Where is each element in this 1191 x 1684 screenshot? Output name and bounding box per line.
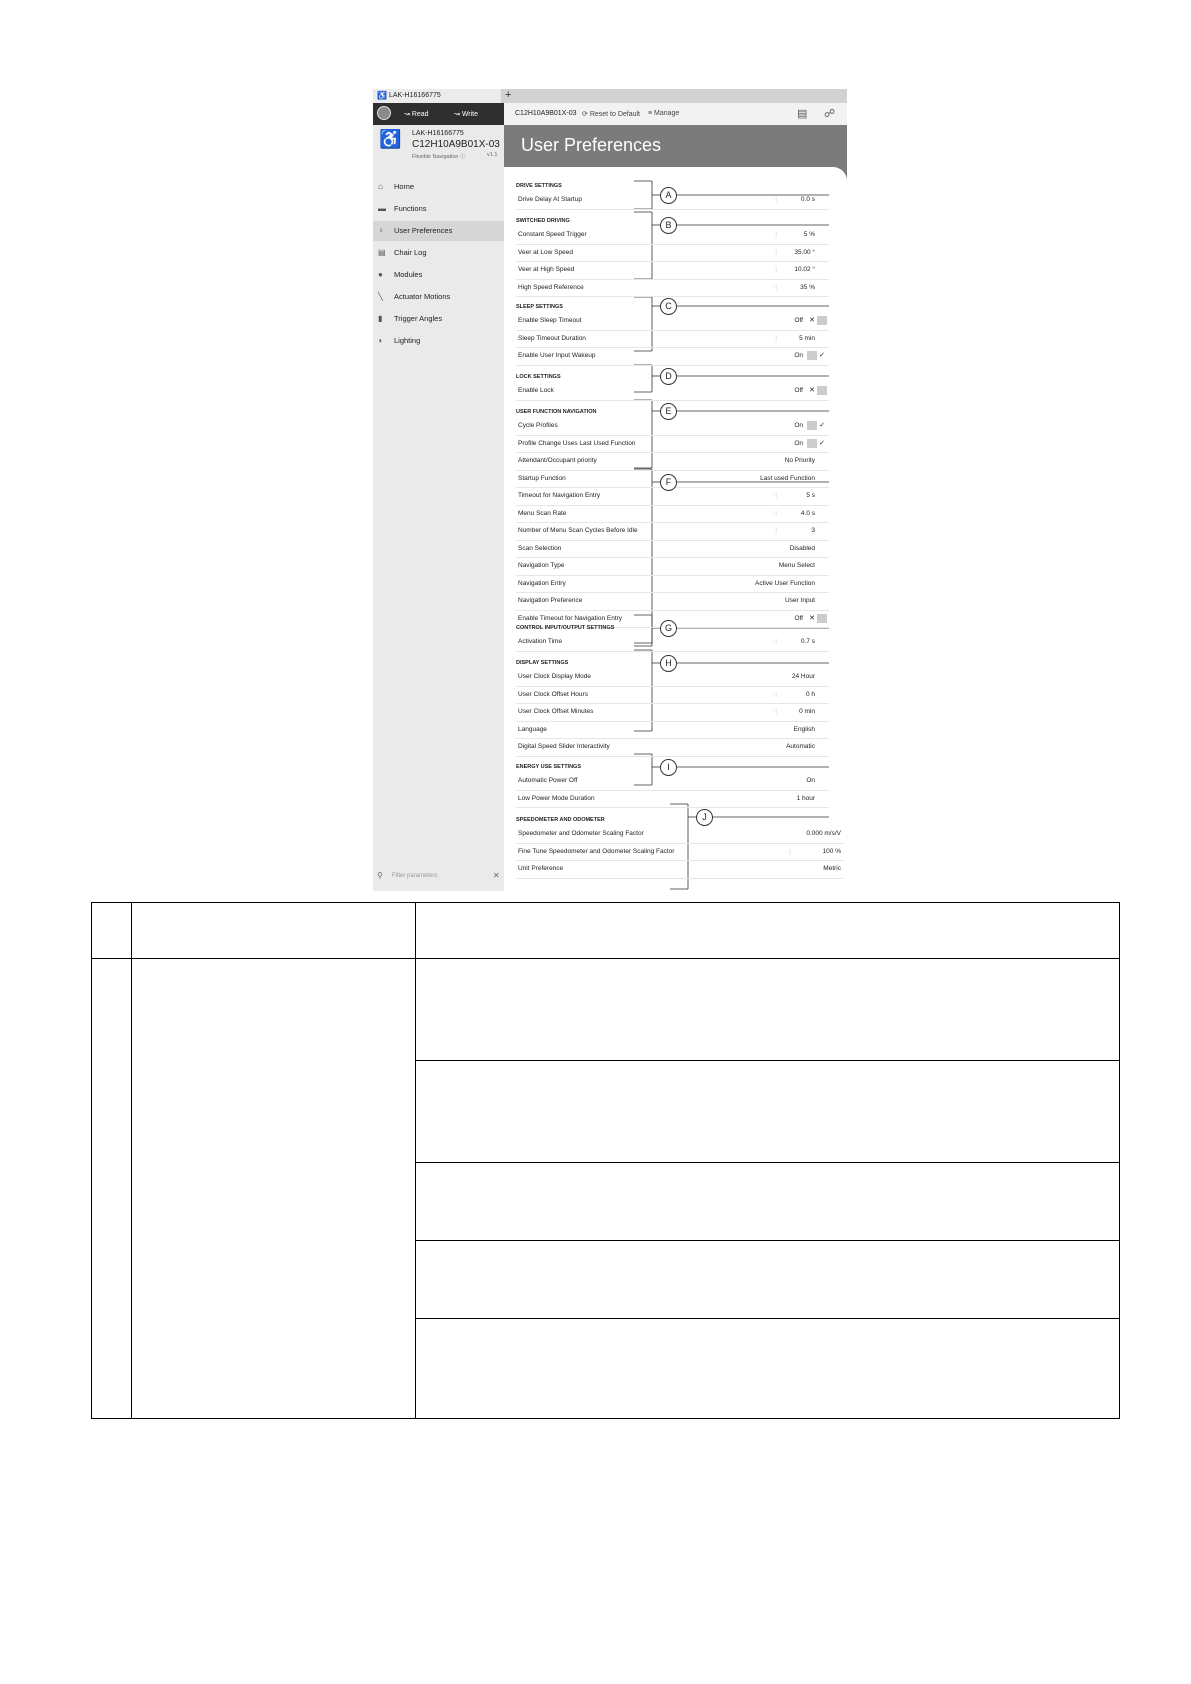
callout-g: G xyxy=(660,620,677,637)
sidebar-item-label: User Preferences xyxy=(394,226,453,235)
cross-icon: ✕ xyxy=(807,614,817,623)
sidebar-item-actuator-motions[interactable] xyxy=(373,287,504,307)
toggle-switch[interactable] xyxy=(807,316,827,325)
toggle-switch[interactable] xyxy=(807,351,827,360)
setting-row[interactable] xyxy=(516,721,829,740)
legend-description-cell xyxy=(415,959,1119,1061)
check-icon: ✓ xyxy=(817,351,827,360)
setting-label: Timeout for Navigation Entry xyxy=(518,492,601,499)
section-title-speedo: SPEEDOMETER AND ODOMETER xyxy=(516,817,605,823)
tab-bar xyxy=(373,89,847,103)
setting-row[interactable] xyxy=(516,825,843,844)
setting-label: Digital Speed Slider Interactivity xyxy=(518,743,610,750)
actuator-icon: ╲ xyxy=(378,292,383,301)
stepper-divider-icon[interactable]: · | xyxy=(771,638,777,645)
setting-row[interactable] xyxy=(516,860,843,879)
search-icon: ⚲ xyxy=(377,871,383,880)
save-file-icon[interactable]: ▤ xyxy=(797,108,808,120)
stepper-divider-icon[interactable]: · | xyxy=(771,527,777,534)
toggle-state: On xyxy=(794,439,803,447)
setting-label: Fine Tune Speedometer and Odometer Scaling Factor xyxy=(518,847,675,855)
setting-value-select[interactable]: 0.000 m/s/V xyxy=(806,830,841,837)
setting-row[interactable] xyxy=(516,330,829,349)
new-tab-button[interactable]: + xyxy=(505,89,512,101)
callout-d: D xyxy=(660,368,677,385)
setting-value-input[interactable]: 35 % xyxy=(800,283,815,291)
setting-row[interactable] xyxy=(516,557,829,576)
sidebar-item-label: Home xyxy=(394,182,415,191)
setting-value-input[interactable]: 4.0 s xyxy=(800,509,815,517)
connect-icon[interactable]: ☍ xyxy=(824,108,836,120)
callout-e: E xyxy=(660,403,677,420)
toggle-switch[interactable] xyxy=(807,614,827,623)
setting-label: Speedometer and Odometer Scaling Factor xyxy=(518,830,644,837)
section-title-lock: LOCK SETTINGS xyxy=(516,374,561,380)
write-label: Write xyxy=(461,111,479,118)
sidebar-item-user-preferences[interactable] xyxy=(373,221,504,241)
setting-label: Language xyxy=(518,725,547,733)
setting-row[interactable] xyxy=(516,417,829,436)
stepper-divider-icon[interactable]: · | xyxy=(771,708,777,715)
callout-b: B xyxy=(660,217,677,234)
setting-row[interactable] xyxy=(516,790,829,809)
setting-label: Navigation Preference xyxy=(518,597,583,604)
setting-value-select[interactable]: 1 hour xyxy=(796,794,815,802)
setting-label: Enable Timeout for Navigation Entry xyxy=(518,614,623,622)
home-icon: ⌂ xyxy=(378,182,383,191)
section-title-drive: DRIVE SETTINGS xyxy=(516,183,562,189)
setting-value-input[interactable]: 5 % xyxy=(803,231,815,238)
read-write-toolbar xyxy=(373,103,504,125)
sidebar-item-label: Chair Log xyxy=(394,248,427,257)
legend-name-cell xyxy=(131,959,415,1419)
setting-value-select[interactable]: Metric xyxy=(823,865,841,872)
legend-header-name xyxy=(131,903,415,959)
setting-label: Veer at High Speed xyxy=(518,266,575,273)
sidebar-item-chair-log[interactable] xyxy=(373,243,504,263)
toggle-switch[interactable] xyxy=(807,439,827,448)
page-header xyxy=(504,125,847,167)
sidebar-item-label: Functions xyxy=(394,204,427,213)
device-info xyxy=(373,125,504,167)
chair-icon: ♿ xyxy=(377,91,387,100)
setting-label: Unit Preference xyxy=(518,865,564,872)
setting-value-input[interactable]: 100 % xyxy=(822,847,841,855)
setting-label: User Clock Offset Hours xyxy=(518,690,588,698)
setting-value-select[interactable]: English xyxy=(793,725,815,733)
setting-label: Enable Lock xyxy=(518,387,554,394)
content-area xyxy=(504,167,847,891)
toggle-state: Off xyxy=(794,387,803,394)
setting-value-input[interactable]: 10.02 ° xyxy=(794,266,815,273)
setting-label: Automatic Power Off xyxy=(518,777,578,784)
sidebar-item-label: Lighting xyxy=(394,336,421,345)
cross-icon: ✕ xyxy=(807,386,817,395)
setting-value-input[interactable]: 3 xyxy=(811,527,815,534)
setting-value-select[interactable]: Active User Function xyxy=(755,579,815,587)
sidebar-item-label: Trigger Angles xyxy=(394,314,443,323)
setting-value-select[interactable]: On xyxy=(806,777,815,784)
setting-value-input[interactable]: 5 min xyxy=(799,334,815,342)
toggle-switch[interactable] xyxy=(807,386,827,395)
sidebar xyxy=(373,125,504,891)
setting-row[interactable] xyxy=(516,686,829,705)
section-title-switched: SWITCHED DRIVING xyxy=(516,218,570,224)
user-icon: ♀ xyxy=(378,226,384,235)
setting-label: Startup Function xyxy=(518,474,566,482)
legend-description-cell xyxy=(415,1319,1119,1419)
setting-label: Number of Menu Scan Cycles Before Idle xyxy=(518,527,638,534)
setting-value-select[interactable]: Disabled xyxy=(789,544,815,552)
manage-label: Manage xyxy=(654,110,680,117)
legend-header-description xyxy=(415,903,1119,959)
toggle-switch[interactable] xyxy=(807,421,827,430)
trigger-icon: ▮ xyxy=(378,314,383,323)
callout-a: A xyxy=(660,187,677,204)
sidebar-item-label: Modules xyxy=(394,270,423,279)
app-screenshot xyxy=(373,89,847,891)
setting-row[interactable] xyxy=(516,382,829,401)
check-icon: ✓ xyxy=(817,439,827,448)
callout-f: F xyxy=(660,474,677,491)
wheelchair-icon: ♿ xyxy=(379,129,402,149)
setting-value-select[interactable]: Menu Select xyxy=(778,562,815,569)
sidebar-item-label: Actuator Motions xyxy=(394,292,451,301)
callout-c: C xyxy=(660,298,677,315)
setting-row[interactable] xyxy=(516,244,829,263)
setting-value-select[interactable]: Automatic xyxy=(786,743,815,750)
setting-label: Low Power Mode Duration xyxy=(518,794,595,802)
stepper-divider-icon[interactable]: · | xyxy=(771,266,777,273)
legend-header-key xyxy=(92,903,132,959)
setting-value-input[interactable]: 35.00 ° xyxy=(794,248,815,256)
filter-input[interactable]: Filter parameters xyxy=(392,873,438,879)
setting-row[interactable] xyxy=(516,738,829,757)
cross-icon: ✕ xyxy=(807,316,817,325)
stepper-divider-icon[interactable]: · | xyxy=(771,509,777,517)
clear-filter-icon[interactable]: ✕ xyxy=(493,871,500,880)
setting-value-select[interactable]: No Priority xyxy=(784,457,815,464)
section-title-sleep: SLEEP SETTINGS xyxy=(516,304,563,310)
stepper-divider-icon[interactable]: · | xyxy=(771,492,777,499)
setting-value-input[interactable]: 5 s xyxy=(806,492,815,499)
stepper-divider-icon[interactable]: · | xyxy=(771,283,777,291)
setting-row[interactable] xyxy=(516,575,829,594)
reset-to-default-button[interactable]: ⟳ Reset to Default xyxy=(582,111,641,118)
setting-row[interactable] xyxy=(516,505,829,524)
tab-title: LAK-H16166775 xyxy=(389,92,441,99)
setting-row[interactable] xyxy=(516,540,829,559)
sidebar-item-trigger-angles[interactable] xyxy=(373,309,504,329)
section-title-ufn: USER FUNCTION NAVIGATION xyxy=(516,409,597,415)
setting-value-input[interactable]: 0.7 s xyxy=(800,638,815,645)
stepper-divider-icon[interactable]: · | xyxy=(771,231,777,238)
setting-row[interactable] xyxy=(516,592,829,611)
filter-parameters[interactable] xyxy=(373,867,504,885)
setting-label: Veer at Low Speed xyxy=(518,248,573,256)
setting-row[interactable] xyxy=(516,347,829,366)
setting-label: User Clock Display Mode xyxy=(518,673,591,680)
stepper-divider-icon[interactable]: · | xyxy=(771,334,777,342)
setting-row[interactable] xyxy=(516,279,829,298)
top-toolbar xyxy=(373,103,847,125)
setting-label: Navigation Type xyxy=(518,562,565,569)
functions-icon: ▬ xyxy=(378,204,386,213)
setting-row[interactable] xyxy=(516,522,829,541)
callout-h: H xyxy=(660,655,677,672)
callout-i: I xyxy=(660,759,677,776)
sidebar-item-modules[interactable] xyxy=(373,265,504,285)
page-title: User Preferences xyxy=(521,135,662,155)
setting-label: Enable Sleep Timeout xyxy=(518,317,582,324)
setting-row[interactable] xyxy=(516,312,829,331)
check-icon: ✓ xyxy=(817,421,827,430)
stepper-divider-icon[interactable]: · | xyxy=(771,196,777,203)
setting-label: Navigation Entry xyxy=(518,579,566,587)
setting-row[interactable] xyxy=(516,452,829,471)
toggle-state: On xyxy=(794,422,803,429)
setting-label: User Clock Offset Minutes xyxy=(518,708,594,715)
setting-label: Menu Scan Rate xyxy=(518,509,567,517)
log-icon: ▤ xyxy=(378,248,386,257)
sidebar-item-lighting[interactable] xyxy=(373,331,504,351)
setting-value-input[interactable]: 0 min xyxy=(799,708,815,715)
setting-label: Profile Change Uses Last Used Function xyxy=(518,439,636,447)
stepper-divider-icon[interactable]: · | xyxy=(771,248,777,256)
modules-icon: ● xyxy=(378,270,383,279)
device-profile[interactable]: Flexible Navigation ⓘ xyxy=(412,154,466,160)
legend-description-cell xyxy=(415,1061,1119,1163)
setting-label: Enable User Input Wakeup xyxy=(518,352,596,359)
toggle-state: Off xyxy=(794,614,803,622)
legend-table xyxy=(91,902,1120,1419)
setting-value-input[interactable]: 0 h xyxy=(805,690,815,698)
manage-button[interactable]: ≡ Manage xyxy=(648,110,680,117)
brand-logo-icon[interactable] xyxy=(377,106,391,120)
section-title-display: DISPLAY SETTINGS xyxy=(516,660,569,666)
setting-label: Scan Selection xyxy=(518,544,562,552)
setting-label: Cycle Profiles xyxy=(518,422,558,429)
setting-row[interactable] xyxy=(516,435,829,454)
sidebar-item-functions[interactable] xyxy=(373,199,504,219)
setting-value-select[interactable]: 24 Hour xyxy=(791,673,815,680)
toggle-state: On xyxy=(794,352,803,359)
section-title-energy: ENERGY USE SETTINGS xyxy=(516,764,581,770)
device-serial: C12H10A9B01X-03 xyxy=(412,139,500,150)
read-label: Read xyxy=(411,111,429,118)
sidebar-item-home[interactable] xyxy=(373,177,504,197)
setting-label: High Speed Reference xyxy=(518,283,584,291)
device-tab[interactable] xyxy=(373,89,501,103)
device-name: LAK-H16166775 xyxy=(412,130,464,137)
toolbar-serial: C12H10A9B01X-03 xyxy=(515,110,577,117)
legend-key-cell xyxy=(92,959,132,1419)
setting-value-input[interactable]: 0.0 s xyxy=(800,196,815,203)
lighting-icon: ◗ xyxy=(378,336,383,345)
toggle-state: Off xyxy=(794,317,803,324)
setting-value-select[interactable]: Last used Function xyxy=(760,474,815,482)
callout-j: J xyxy=(696,809,713,826)
write-button[interactable]: ↝ Write xyxy=(454,111,479,118)
setting-label: Drive Delay At Startup xyxy=(518,196,582,203)
setting-label: Attendant/Occupant priority xyxy=(518,457,597,464)
settings-panel xyxy=(504,167,847,891)
setting-row[interactable] xyxy=(516,843,843,862)
legend-description-cell xyxy=(415,1241,1119,1319)
device-version: v1.1 xyxy=(487,152,498,158)
reset-label: Reset to Default xyxy=(589,111,641,118)
stepper-divider-icon[interactable]: · | xyxy=(785,847,791,855)
stepper-divider-icon[interactable]: · | xyxy=(771,690,777,698)
setting-row[interactable] xyxy=(516,703,829,722)
section-title-control: CONTROL INPUT/OUTPUT SETTINGS xyxy=(516,625,615,631)
setting-row[interactable] xyxy=(516,261,829,280)
read-button[interactable]: ↝ Read xyxy=(404,111,429,118)
setting-label: Sleep Timeout Duration xyxy=(518,334,586,342)
setting-label: Constant Speed Trigger xyxy=(518,231,587,238)
setting-label: Activation Time xyxy=(518,638,563,645)
setting-value-select[interactable]: User Input xyxy=(785,597,815,604)
legend-description-cell xyxy=(415,1163,1119,1241)
